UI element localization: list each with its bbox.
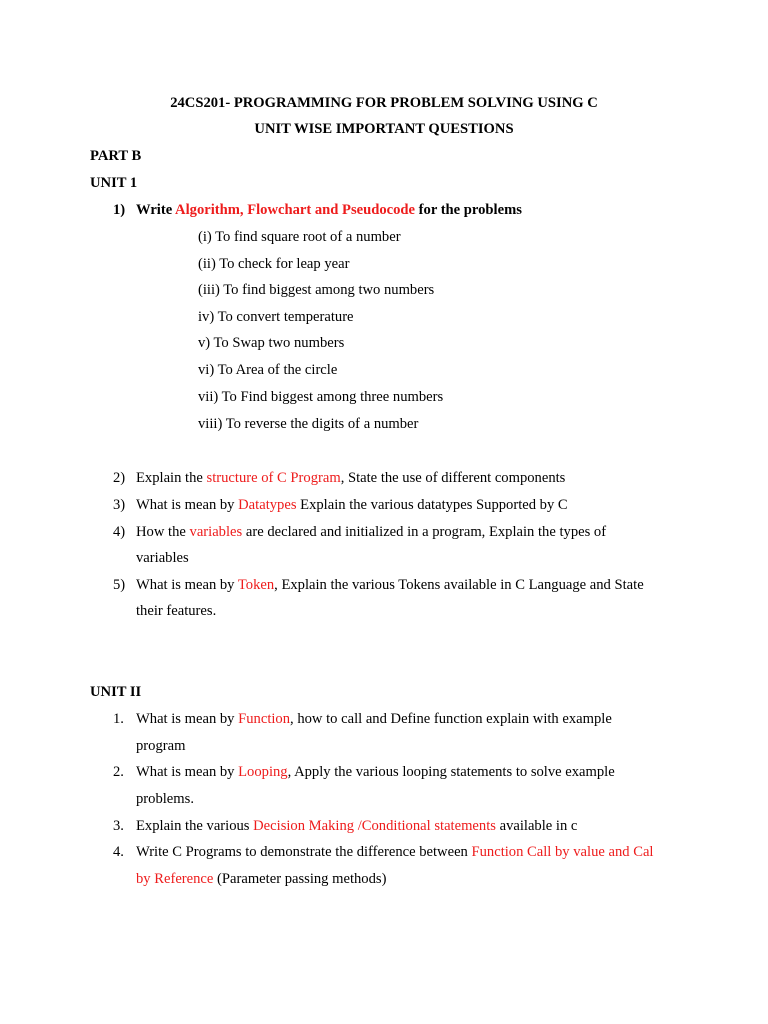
u2q1-post: , how to call and Define function explain with example xyxy=(290,711,612,727)
unit1-q5-continuation: their features. xyxy=(136,603,217,619)
unit1-q1-number: 1) xyxy=(113,202,126,218)
unit2-q3-number: 3. xyxy=(113,818,124,834)
unit2-q2-continuation: problems. xyxy=(136,791,194,807)
unit1-q1-sub-8: viii) To reverse the digits of a number xyxy=(198,416,419,432)
unit1-q1-sub-5: v) To Swap two numbers xyxy=(198,335,345,351)
unit1-q4-text xyxy=(136,523,606,541)
unit1-label: UNIT 1 xyxy=(90,175,138,191)
q2-highlight: structure of C Program xyxy=(206,470,341,486)
unit2-label: UNIT II xyxy=(90,684,142,700)
unit2-q4-number: 4. xyxy=(113,844,124,860)
document-subtitle: UNIT WISE IMPORTANT QUESTIONS xyxy=(254,121,514,137)
unit1-q4-continuation: variables xyxy=(136,550,189,566)
u2q2-post: , Apply the various looping statements to solve example xyxy=(287,764,615,780)
unit1-q1-sub-3: (iii) To find biggest among two numbers xyxy=(198,282,435,298)
unit2-q2-text xyxy=(136,763,615,781)
unit1-q5-number: 5) xyxy=(113,577,126,593)
part-label: PART B xyxy=(90,148,142,164)
unit2-q4-continuation xyxy=(136,870,386,888)
q5-pre: What is mean by xyxy=(136,577,238,593)
u2q4-highlight: Function Call by value and Cal xyxy=(471,844,654,860)
u2q3-pre: Explain the various xyxy=(136,818,254,834)
q2-post: , State the use of different components xyxy=(340,470,566,486)
q5-highlight: Token xyxy=(237,577,275,593)
unit1-q1-sub-2: (ii) To check for leap year xyxy=(198,256,350,272)
document-title: 24CS201- PROGRAMMING FOR PROBLEM SOLVING USING C xyxy=(170,95,598,111)
u2q1-highlight: Function xyxy=(238,711,291,727)
q4-post: are declared and initialized in a program, Explain the types of xyxy=(242,524,607,540)
unit1-q1-sub-6: vi) To Area of the circle xyxy=(198,362,338,378)
q5-post: , Explain the various Tokens available in C Language and State xyxy=(274,577,644,593)
unit1-q1-text xyxy=(136,201,522,219)
unit1-q2-number: 2) xyxy=(113,470,126,486)
unit2-q1-number: 1. xyxy=(113,711,124,727)
unit1-q1-sub-4: iv) To convert temperature xyxy=(198,309,354,325)
q4-highlight: variables xyxy=(189,524,243,540)
unit1-q5-text xyxy=(136,576,644,594)
q1-highlight: Algorithm, Flowchart and Pseudocode xyxy=(175,202,416,218)
u2q2-highlight: Looping xyxy=(238,764,288,780)
unit1-q3-number: 3) xyxy=(113,497,126,513)
u2q2-pre: What is mean by xyxy=(136,764,239,780)
unit1-q2-text xyxy=(136,469,565,487)
unit1-q1-sub-1: (i) To find square root of a number xyxy=(198,229,401,245)
q3-pre: What is mean by xyxy=(136,497,239,513)
u2q3-post: available in c xyxy=(495,818,578,834)
q3-post: Explain the various datatypes Supported by C xyxy=(296,497,568,513)
q1-pre: Write xyxy=(136,202,176,218)
unit1-q4-number: 4) xyxy=(113,524,126,540)
u2q4-cont-highlight: by Reference xyxy=(136,871,214,887)
u2q4-cont-post: (Parameter passing methods) xyxy=(213,871,387,887)
unit1-q3-text xyxy=(136,496,568,514)
unit1-q1-sub-7: vii) To Find biggest among three numbers xyxy=(198,389,444,405)
unit2-q1-text xyxy=(136,710,612,728)
q4-pre: How the xyxy=(136,524,190,540)
unit2-q1-continuation: program xyxy=(136,738,186,754)
q1-post: for the problems xyxy=(415,202,522,218)
u2q3-highlight: Decision Making /Conditional statements xyxy=(253,818,496,834)
q2-pre: Explain the xyxy=(136,470,207,486)
unit2-q4-text xyxy=(136,843,654,861)
unit2-q2-number: 2. xyxy=(113,764,124,780)
u2q4-pre: Write C Programs to demonstrate the difference between xyxy=(136,844,472,860)
u2q1-pre: What is mean by xyxy=(136,711,239,727)
q3-highlight: Datatypes xyxy=(238,497,297,513)
unit2-q3-text xyxy=(136,817,577,835)
